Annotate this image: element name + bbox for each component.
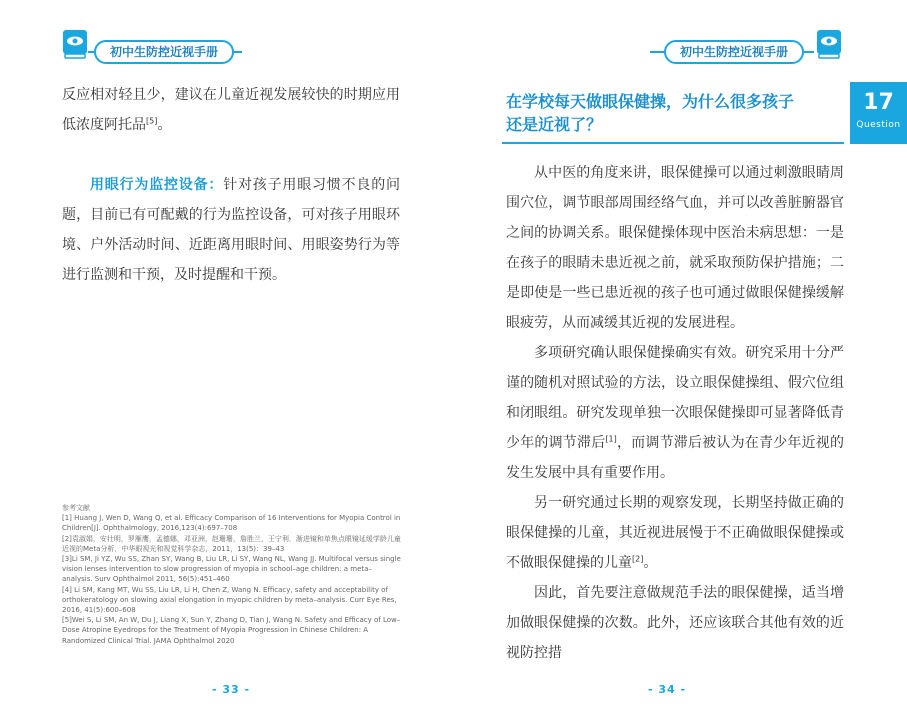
reference-item: [4] Li SM, Kang MT, Wu SS, Liu LR, Li H, Chen Z, Wang N. Efficacy, safety and acceptability of orthokeratology on slowing axial elongation in myopic children by meta–analysis. Curr Eye Res, 2016, 41(5):600–608 (62, 585, 397, 615)
left-body (62, 80, 400, 290)
eye-book-icon (62, 28, 88, 60)
header-title: 初中生防控近视手册 (94, 40, 234, 64)
paragraph-monitoring: 用眼行为监控设备：针对孩子用眼习惯不良的问题，目前已有可配戴的行为监控设备，可对孩子用眼环境、户外活动时间、近距离用眼时间、用眼姿势行为等进行监测和干预，及时提醒和干预。 (62, 177, 401, 283)
question-title: 在学校每天做眼保健操，为什么很多孩子还是近视了？ (506, 92, 795, 134)
paragraph-tcm: 从中医的角度来讲，眼保健操可以通过刺激眼睛周围穴位，调节眼部周围经络气血，并可以改善脏腑器官之间的协调关系。眼保健操体现中医治未病思想：一是在孩子的眼睛未患近视之前，就采取预防保护措施；二是即使是一些已患近视的孩子也可通过做眼保健操缓解眼疲劳，从而减缓其近视的发展进程。 (506, 165, 844, 331)
reference-item: [3]Li SM, Ji YZ, Wu SS, Zhan SY, Wang B, Liu LR, Li SY, Wang NL, Wang JJ. Multifocal versus single vision lenses intervention to slow progression of myopia in school–age children: a meta–analysis. Surv Ophthalmol 2011, 56(5):451–460 (62, 555, 401, 584)
question-badge (850, 82, 907, 144)
reference-item: [5]Wei S, Li SM, An W, Du J, Liang X, Sun Y, Zhang D, Tian J, Wang N. Safety and Efficacy of Low–Dose Atropine Eyedrops for the Treatment of Myopia Progression in Chinese Children: A Randomized Clinical Trial. JAMA Ophthalmol 2020 (62, 616, 401, 645)
header-title: 初中生防控近视手册 (664, 40, 804, 64)
paragraph-long-term: 另一研究通过长期的观察发现，长期坚持做正确的眼保健操的儿童，其近视进展慢于不正确做眼保健操或不做眼保健操的儿童[2]。 (506, 495, 844, 571)
page-number: - 34 - (648, 683, 687, 696)
right-page (454, 0, 907, 718)
question-underline (502, 142, 844, 144)
references-title: 参考文献 (62, 504, 90, 512)
reference-item: [2]袁淑娟，安壮明，罗雁鹰，孟德娜，邓亚洲，赵珊珊，詹胜兰，王宁利．渐进镜和单焦点眼镜延缓学龄儿童近视的Meta分析．中华眼视光和视觉科学杂志，2011，13(5)：39–43 (62, 534, 401, 553)
question-number: 17 (863, 90, 894, 115)
reference-item: [1] Huang J, Wen D, Wang Q, et al. Efficacy Comparison of 16 Interventions for Myopia Control in Children[J]. Ophthalmology, 2016,123(4):697–708 (62, 514, 401, 533)
left-page (0, 0, 453, 718)
paragraph-continued: 反应相对轻且少，建议在儿童近视发展较快的时期应用低浓度阿托品[5]。 (62, 87, 400, 133)
paragraph-research: 多项研究确认眼保健操确实有效。研究采用十分严谨的随机对照试验的方法，设立眼保健操组、假穴位组和闭眼组。研究发现单独一次眼保健操即可显著降低青少年的调节滞后[1]，而调节滞后被认为在青少年近视的发生发展中具有重要作用。 (506, 345, 845, 481)
right-body (506, 158, 844, 668)
eye-book-icon (816, 28, 842, 60)
references (62, 503, 402, 646)
paragraph-conclusion: 因此，首先要注意做规范手法的眼保健操，适当增加做眼保健操的次数。此外，还应该联合其他有效的近视防控措 (506, 585, 844, 661)
question-word: Question (856, 120, 901, 130)
page-number: - 33 - (212, 683, 251, 696)
